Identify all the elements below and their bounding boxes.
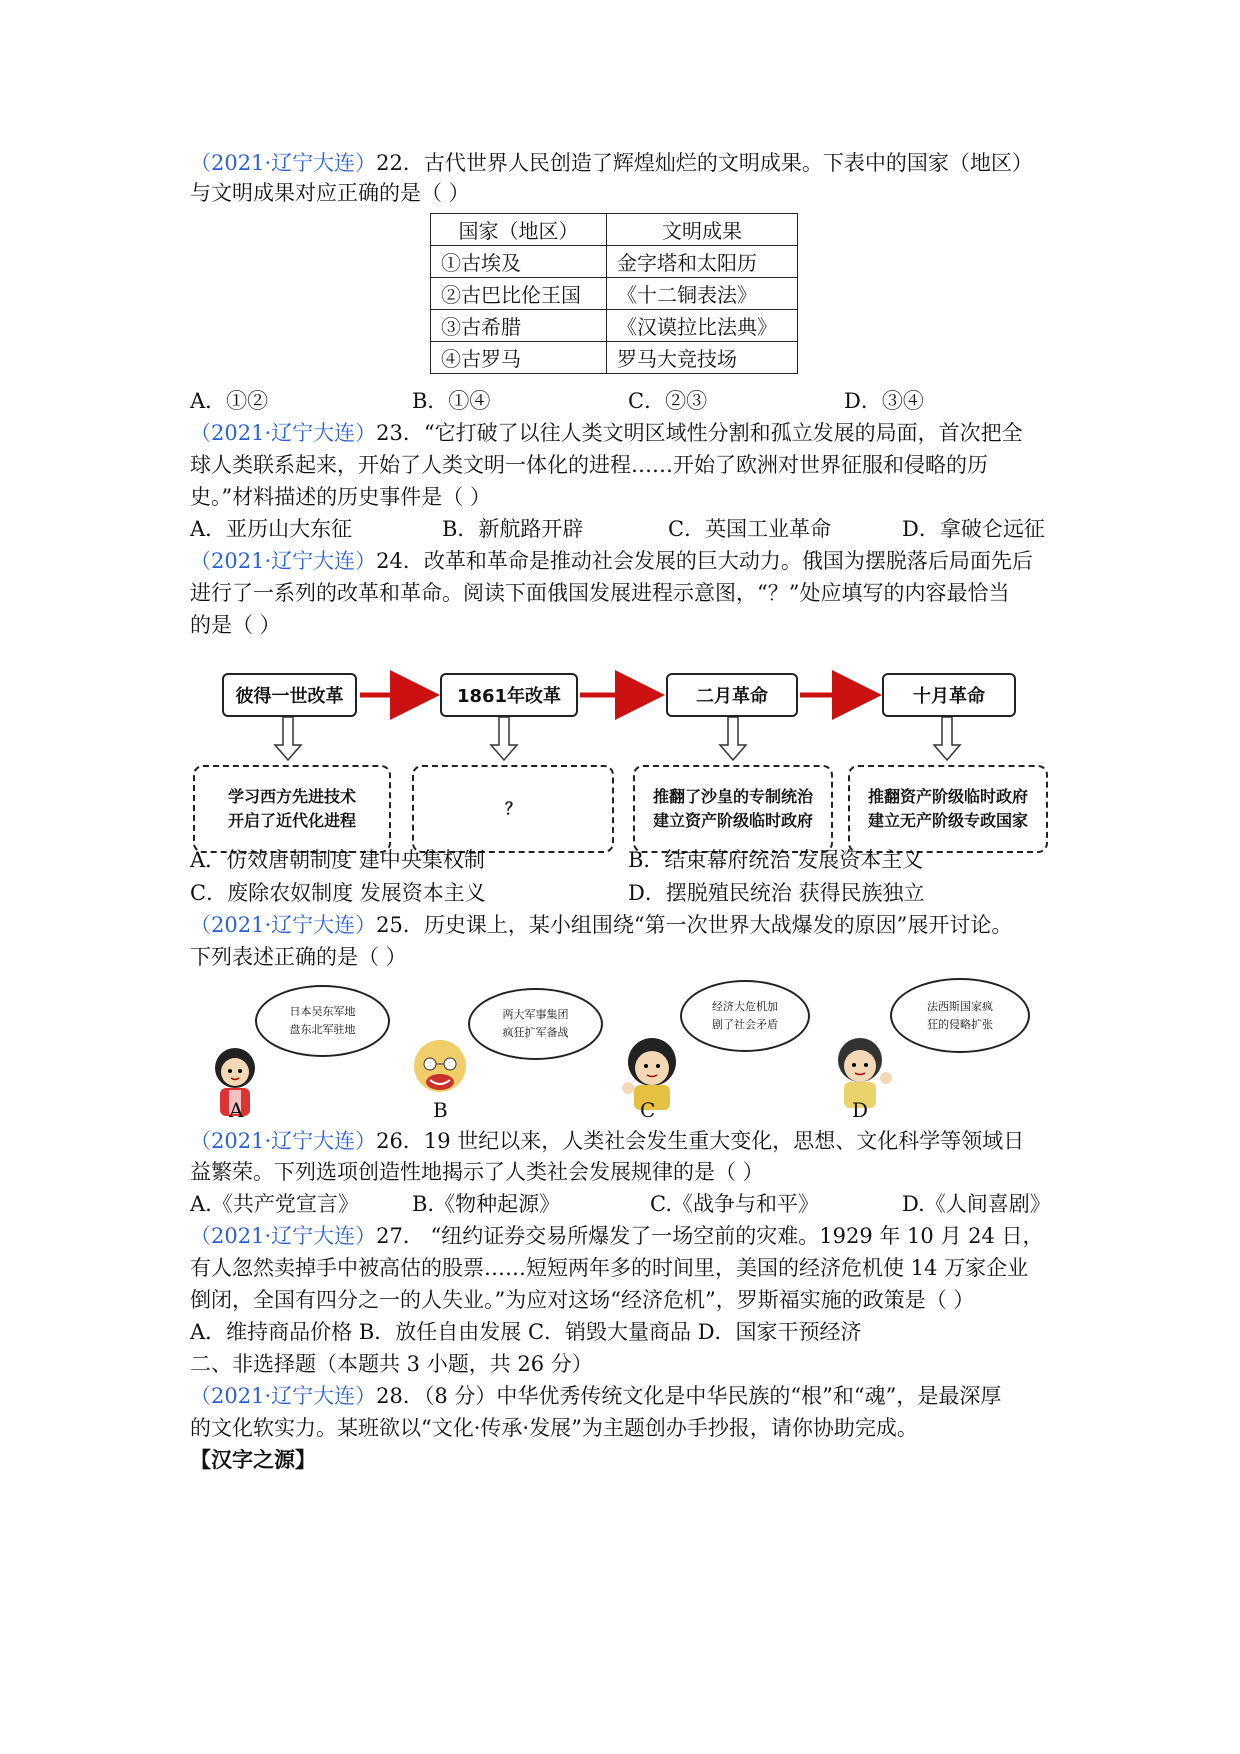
table-header-achievement: 文明成果 bbox=[607, 214, 798, 246]
q24-source: （2021·辽宁大连） bbox=[190, 549, 377, 573]
arrow-down-3 bbox=[720, 717, 746, 760]
flow-result-3: 推翻了沙皇的专制统治 建立资产阶级临时政府 bbox=[633, 765, 833, 853]
q26-source: （2021·辽宁大连） bbox=[190, 1129, 377, 1153]
q24-line2: 进行了一系列的改革和革命。阅读下面俄国发展进程示意图，“？”处应填写的内容最恰当 bbox=[190, 581, 1010, 605]
q22-option-b[interactable]: B．①④ bbox=[412, 389, 491, 413]
q24-option-a[interactable]: A．仿效唐朝制度 建中央集权制 bbox=[190, 848, 485, 872]
q22-line2: 与文明成果对应正确的是（ ） bbox=[190, 181, 470, 205]
q26-option-d[interactable]: D.《人间喜剧》 bbox=[902, 1192, 1051, 1216]
table-cell: ②古巴比伦王国 bbox=[431, 278, 607, 310]
q25-line2: 下列表述正确的是（ ） bbox=[190, 945, 407, 969]
q28-subheading: 【汉字之源】 bbox=[190, 1448, 316, 1472]
flow-stage-2: 1861年改革 bbox=[440, 673, 578, 717]
q22-option-a[interactable]: A．①② bbox=[190, 389, 269, 413]
cartoon-label-b: B bbox=[433, 1098, 448, 1122]
q23-option-c[interactable]: C．英国工业革命 bbox=[668, 517, 832, 541]
q24-options-row1 bbox=[190, 845, 1090, 875]
arrow-down-1 bbox=[275, 717, 301, 760]
q23-line3: 史。”材料描述的历史事件是（ ） bbox=[190, 485, 491, 509]
q23-source: （2021·辽宁大连） bbox=[190, 421, 377, 445]
q23-line2: 球人类联系起来，开始了人类文明一体化的进程……开始了欧洲对世界征服和侵略的历 bbox=[190, 453, 988, 477]
q24-line1: （2021·辽宁大连）24．改革和革命是推动社会发展的巨大动力。俄国为摆脱落后局面先后 bbox=[190, 549, 1033, 573]
q26-line2: 益繁荣。下列选项创造性地揭示了人类社会发展规律的是（ ） bbox=[190, 1160, 764, 1184]
table-cell: 罗马大竞技场 bbox=[607, 342, 798, 374]
table-cell: 金字塔和太阳历 bbox=[607, 246, 798, 278]
speech-bubble-a: 日本吴东军地 盘东北军驻地 bbox=[255, 985, 390, 1057]
section-2-heading: 二、非选择题（本题共 3 小题，共 26 分） bbox=[190, 1352, 593, 1376]
q24-options-row2 bbox=[190, 878, 1090, 908]
q26-options bbox=[190, 1189, 1090, 1219]
q22-option-c[interactable]: C．②③ bbox=[628, 389, 708, 413]
q27-line2: 有人忽然卖掉手中被高估的股票……短短两年多的时间里，美国的经济危机使 14 万家企业 bbox=[190, 1256, 1029, 1280]
flow-stage-3: 二月革命 bbox=[666, 673, 798, 717]
q24-line3: 的是（ ） bbox=[190, 613, 281, 637]
q26-option-b[interactable]: B.《物种起源》 bbox=[412, 1192, 561, 1216]
q23-option-a[interactable]: A．亚历山大东征 bbox=[190, 517, 353, 541]
speech-bubble-c: 经济大危机加 剧了社会矛盾 bbox=[680, 980, 810, 1052]
flow-arrows bbox=[0, 0, 1240, 840]
flow-result-unknown: ？ bbox=[412, 765, 614, 853]
flow-stage-4: 十月革命 bbox=[882, 673, 1016, 717]
q27-line1: （2021·辽宁大连）27． “纽约证券交易所爆发了一场空前的灾难。1929 年 10 月 24 日， bbox=[190, 1224, 1044, 1248]
q26-line1: （2021·辽宁大连）26．19 世纪以来，人类社会发生重大变化，思想、文化科学等领域日 bbox=[190, 1129, 1025, 1153]
q27-source: （2021·辽宁大连） bbox=[190, 1224, 377, 1248]
cartoon-label-d: D bbox=[852, 1098, 869, 1122]
q25-source: （2021·辽宁大连） bbox=[190, 913, 377, 937]
q26-option-a[interactable]: A.《共产党宣言》 bbox=[190, 1192, 359, 1216]
flow-result-4: 推翻资产阶级临时政府 建立无产阶级专政国家 bbox=[848, 765, 1048, 853]
flow-stage-1: 彼得一世改革 bbox=[222, 673, 357, 717]
q23-option-d[interactable]: D．拿破仑远征 bbox=[902, 517, 1045, 541]
q28-line2: 的文化软实力。某班欲以“文化·传承·发展”为主题创办手抄报，请你协助完成。 bbox=[190, 1416, 918, 1440]
q28-line1: （2021·辽宁大连）28．（8 分）中华优秀传统文化是中华民族的“根”和“魂”，是最深厚 bbox=[190, 1384, 1002, 1408]
q25-line1: （2021·辽宁大连）25．历史课上，某小组围绕“第一次世界大战爆发的原因”展开讨论。 bbox=[190, 913, 1013, 937]
q27-options[interactable]: A．维持商品价格 B．放任自由发展 C．销毁大量商品 D．国家干预经济 bbox=[190, 1320, 862, 1344]
speech-bubble-b: 两大军事集团 疯狂扩军备战 bbox=[468, 988, 603, 1060]
q23-line1: （2021·辽宁大连）23．“它打破了以往人类文明区域性分割和孤立发展的局面，首次把全 bbox=[190, 421, 1023, 445]
arrow-down-2 bbox=[491, 717, 517, 760]
arrow-down-4 bbox=[934, 717, 960, 760]
table-header-country: 国家（地区） bbox=[431, 214, 607, 246]
speech-bubble-d: 法西斯国家疯 狂的侵略扩张 bbox=[890, 978, 1030, 1053]
q24-option-d[interactable]: D．摆脱殖民统治 获得民族独立 bbox=[628, 881, 925, 905]
table-cell: 《汉谟拉比法典》 bbox=[607, 310, 798, 342]
table-cell: 《十二铜表法》 bbox=[607, 278, 798, 310]
cartoon-label-a: A bbox=[229, 1098, 244, 1122]
q22-source: （2021·辽宁大连） bbox=[190, 151, 377, 175]
q28-source: （2021·辽宁大连） bbox=[190, 1384, 377, 1408]
q23-option-b[interactable]: B．新航路开辟 bbox=[442, 517, 584, 541]
q22-option-d[interactable]: D．③④ bbox=[844, 389, 924, 413]
flow-result-1: 学习西方先进技术 开启了近代化进程 bbox=[193, 765, 391, 853]
cartoon-label-c: C bbox=[640, 1098, 656, 1122]
table-cell: ④古罗马 bbox=[431, 342, 607, 374]
table-cell: ③古希腊 bbox=[431, 310, 607, 342]
q24-option-b[interactable]: B．结束幕府统治 发展资本主义 bbox=[628, 848, 924, 872]
q26-option-c[interactable]: C.《战争与和平》 bbox=[650, 1192, 819, 1216]
q22-line1: （2021·辽宁大连）22．古代世界人民创造了辉煌灿烂的文明成果。下表中的国家（地区） bbox=[190, 151, 1033, 175]
q27-line3: 倒闭，全国有四分之一的人失业。”为应对这场“经济危机”，罗斯福实施的政策是（ ） bbox=[190, 1288, 975, 1312]
q24-option-c[interactable]: C．废除农奴制度 发展资本主义 bbox=[190, 881, 486, 905]
table-cell: ①古埃及 bbox=[431, 246, 607, 278]
